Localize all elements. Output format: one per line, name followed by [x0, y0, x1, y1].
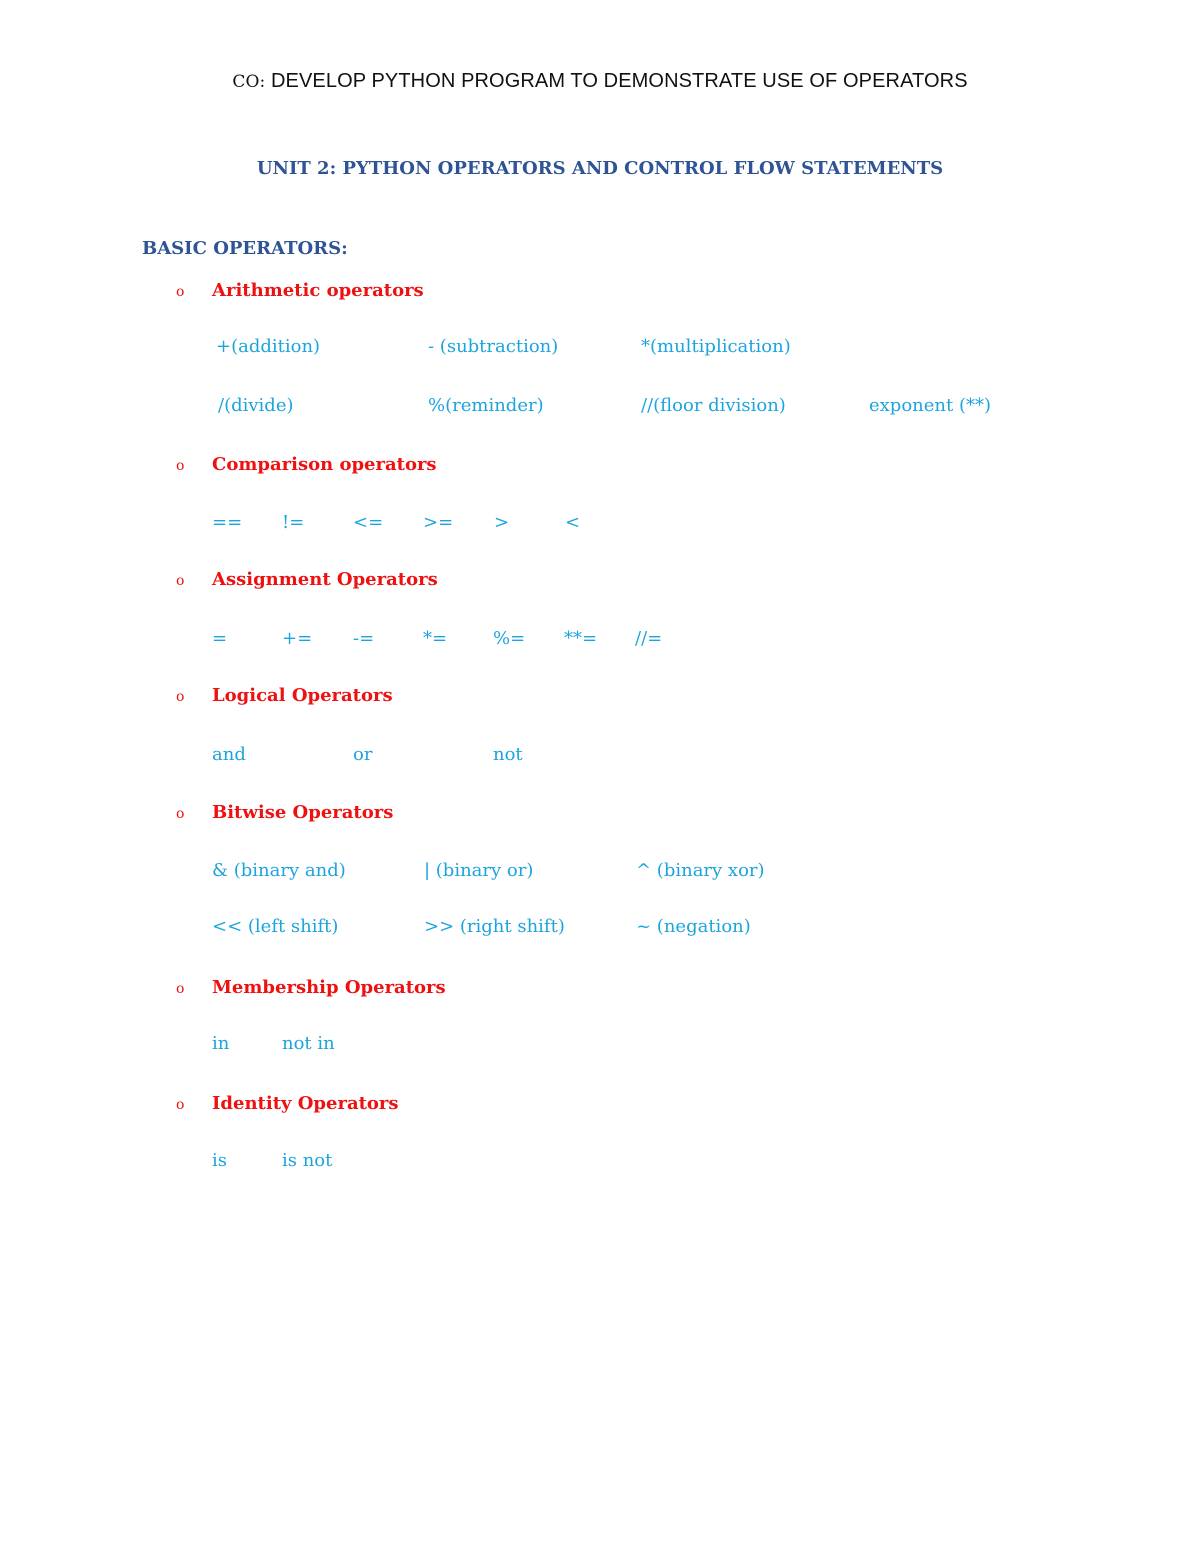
membership-heading [176, 977, 446, 1003]
co-prefix: CO: [232, 72, 266, 92]
course-outcome-line [0, 70, 1200, 93]
unit-title: UNIT 2: PYTHON OPERATORS AND CONTROL FLOW STATEMENTS [256, 158, 944, 179]
assignment-heading [176, 569, 438, 595]
operator-item: *(multiplication) [641, 336, 791, 357]
operator-item: != [282, 512, 305, 533]
operator-item: %(reminder) [428, 395, 544, 416]
comparison-heading [176, 454, 437, 480]
bullet-icon: o [176, 806, 185, 822]
operator-item: or [353, 744, 373, 765]
operator-item: >= [423, 512, 454, 533]
operator-item: >> (right shift) [424, 916, 565, 937]
logical-title: Logical Operators [212, 685, 393, 706]
comparison-title: Comparison operators [212, 454, 437, 475]
operator-item: ^ (binary xor) [636, 860, 765, 881]
bullet-icon: o [176, 981, 185, 997]
operator-item: == [212, 512, 243, 533]
co-text: DEVELOP PYTHON PROGRAM TO DEMONSTRATE USE OF OPERATORS [271, 70, 968, 92]
operator-item: is not [282, 1150, 333, 1171]
operator-item: //(floor division) [641, 395, 786, 416]
logical-heading [176, 685, 393, 711]
operator-item: /(divide) [218, 395, 294, 416]
identity-title: Identity Operators [212, 1093, 399, 1114]
bullet-icon: o [176, 689, 185, 705]
operator-item: = [212, 628, 228, 649]
basic-operators-title: BASIC OPERATORS: [142, 238, 348, 259]
operator-item: +(addition) [216, 336, 321, 357]
bitwise-heading [176, 802, 393, 828]
assignment-title: Assignment Operators [212, 569, 438, 590]
operator-item: -= [353, 628, 375, 649]
identity-heading [176, 1093, 399, 1119]
operator-item: <= [353, 512, 384, 533]
operator-item: > [494, 512, 510, 533]
arithmetic-heading [176, 280, 424, 306]
operator-item: | (binary or) [424, 860, 534, 881]
operator-item: & (binary and) [212, 860, 346, 881]
bullet-icon: o [176, 573, 185, 589]
operator-item: *= [423, 628, 448, 649]
bullet-icon: o [176, 1097, 185, 1113]
operator-item: //= [635, 628, 663, 649]
operator-item: < [565, 512, 581, 533]
operator-item: not [493, 744, 523, 765]
membership-title: Membership Operators [212, 977, 446, 998]
bullet-icon: o [176, 458, 185, 474]
operator-item: is [212, 1150, 227, 1171]
operator-item: and [212, 744, 246, 765]
arithmetic-title: Arithmetic operators [212, 280, 424, 301]
operator-item: not in [282, 1033, 335, 1054]
operator-item: in [212, 1033, 230, 1054]
operator-item: += [282, 628, 313, 649]
operator-item: - (subtraction) [428, 336, 559, 357]
operator-item: << (left shift) [212, 916, 339, 937]
bitwise-title: Bitwise Operators [212, 802, 394, 823]
bullet-icon: o [176, 284, 185, 300]
operator-item: exponent (**) [869, 395, 992, 416]
operator-item: ~ (negation) [636, 916, 751, 937]
operator-item: %= [493, 628, 526, 649]
operator-item: **= [564, 628, 598, 649]
